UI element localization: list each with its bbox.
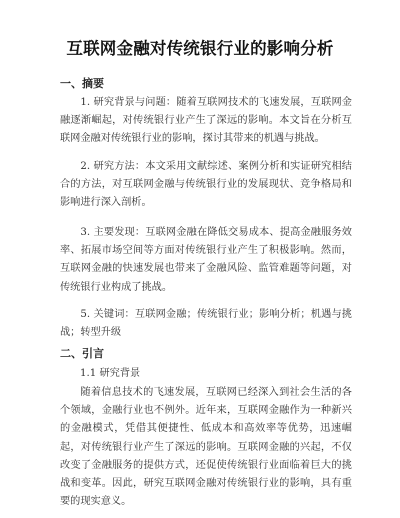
subsection-heading-background: 1.1 研究背景 (80, 368, 141, 379)
section-heading-abstract: 一、摘要 (60, 77, 104, 90)
abstract-paragraph-keywords: 5. 关键词：互联网金融；传统银行业；影响分析；机遇与挑战；转型升级 (60, 309, 352, 339)
abstract-paragraph-background: 1. 研究背景与问题：随着互联网技术的飞速发展，互联网金融逐渐崛起，对传统银行业产生了深远的影响。本文旨在分析互联网金融对传统银行业的影响，探讨其带来的机遇与挑战。 (60, 97, 352, 145)
section-heading-intro: 二、引言 (60, 347, 104, 360)
intro-paragraph-background: 随着信息技术的飞速发展，互联网已经深入到社会生活的各个领域，金融行业也不例外。近年来，互联网金融作为一种新兴的金融模式，凭借其便捷性、低成本和高效率等优势，迅速崛起，对传统银行业产生了深远的影响。互联网金融的兴起，不仅改变了金融服务的提供方式，还促使传统银行业面临着巨大的挑战和变革。因此，研究互联网金融对传统银行业的影响，具有重要的现实意义。 (60, 387, 352, 508)
document-title: 互联网金融对传统银行业的影响分析 (66, 39, 334, 58)
abstract-paragraph-findings: 3. 主要发现：互联网金融在降低交易成本、提高金融服务效率、拓展市场空间等方面对传统银行业产生了积极影响。然而，互联网金融的快速发展也带来了金融风险、监管难题等问题，对传统银行业构成了挑战。 (60, 227, 352, 293)
abstract-paragraph-methods: 2. 研究方法：本文采用文献综述、案例分析和实证研究相结合的方法，对互联网金融与传统银行业的发展现状、竞争格局和影响进行深入剖析。 (60, 161, 352, 209)
